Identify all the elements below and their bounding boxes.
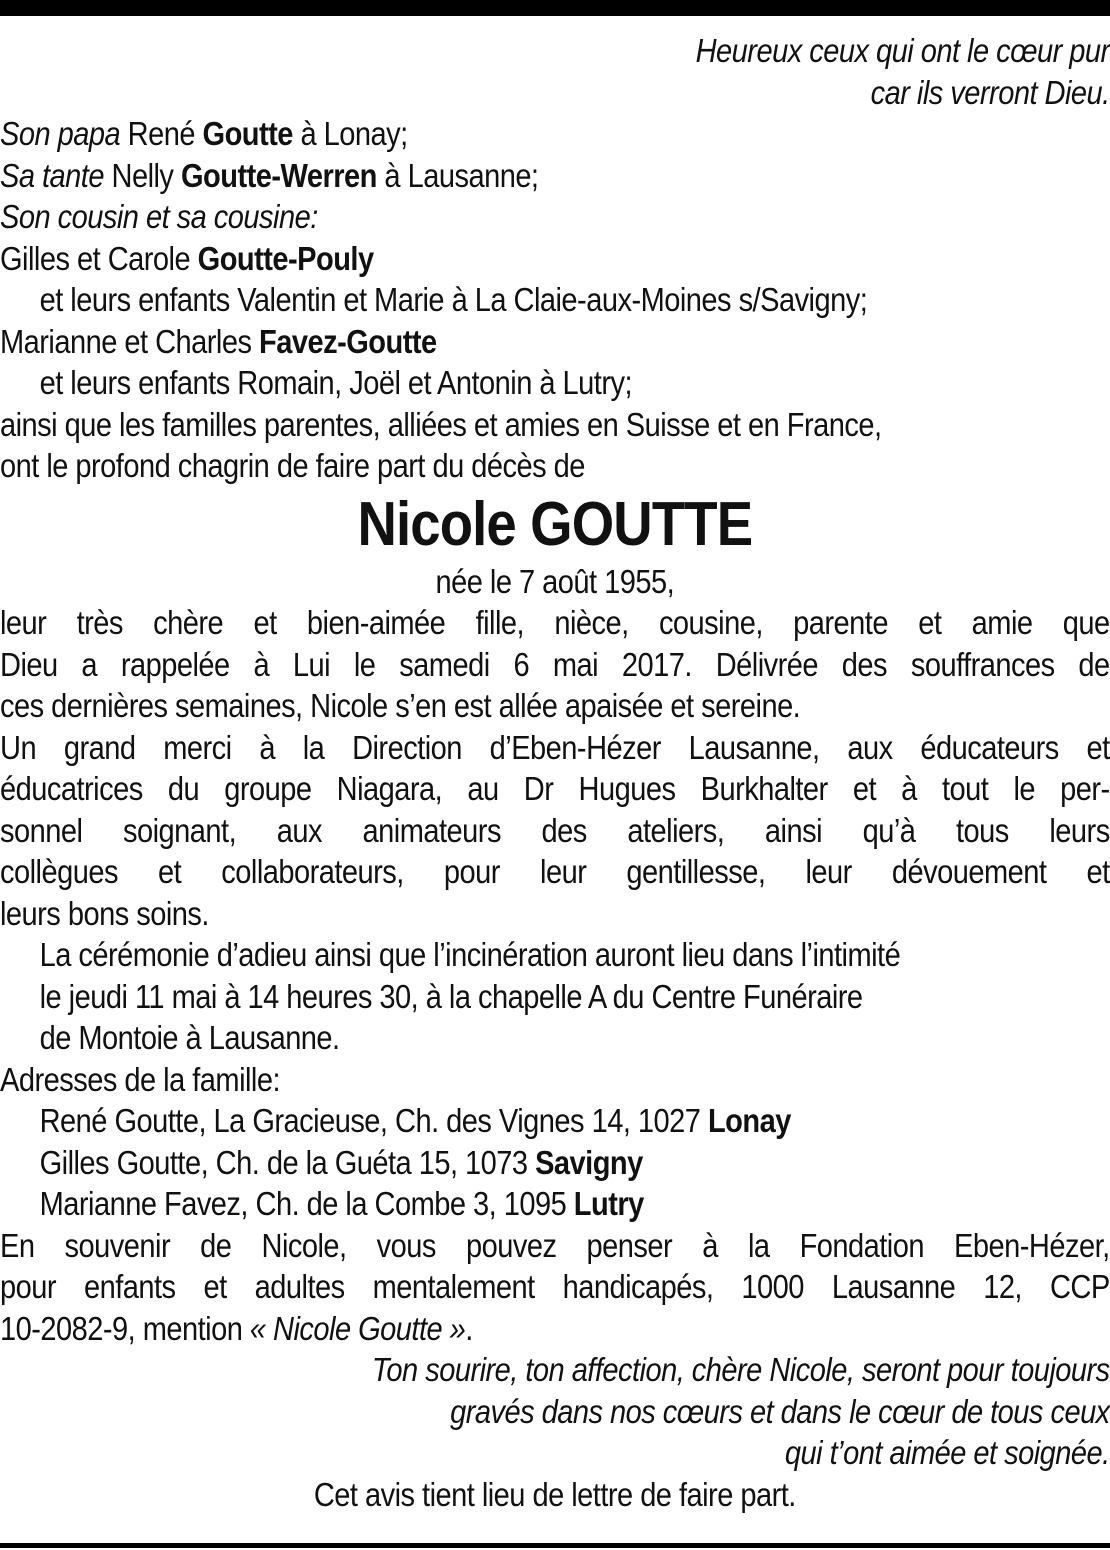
last-name: Goutte-Pouly (197, 239, 374, 277)
donation-paragraph (0, 1225, 1110, 1350)
first-name: Nelly (111, 156, 174, 194)
tribute-paragraph (0, 602, 1110, 727)
address-city: Lutry (573, 1185, 644, 1222)
last-name: Favez-Goutte (259, 322, 437, 360)
ceremony-line: La cérémonie d’adieu ainsi que l’incinération auront lieu dans l’intimité (39, 936, 901, 973)
cousin-1 (0, 238, 1110, 280)
first-name: René (127, 115, 195, 152)
family-tante (0, 155, 1110, 197)
other-families: ainsi que les familles parentes, alliées et amies en Suisse et en France, (0, 405, 882, 443)
thanks-paragraph (0, 727, 1110, 935)
thanks-line: leurs bons soins. (0, 894, 209, 932)
first-name: Marianne et Charles (0, 322, 252, 360)
donation-line: pour enfants et adultes mentalement handicapés, 1000 Lausanne 12, CCP (0, 1268, 1110, 1305)
ceremony-paragraph (0, 934, 1110, 1059)
tribute-line: ces dernières semaines, Nicole s’en est allée apaisée et sereine. (0, 687, 801, 724)
closing-verse-line-3: qui t’ont aimée et soignée. (784, 1434, 1110, 1471)
place: à Lonay; (300, 115, 408, 152)
top-rule (0, 0, 1110, 16)
family-papa (0, 113, 1110, 155)
epigraph-line-2: car ils verront Dieu. (870, 73, 1110, 111)
cousins-label: Son cousin et sa cousine: (0, 198, 318, 235)
addresses-label: Adresses de la famille: (0, 1060, 281, 1098)
address-text: René Goutte, La Gracieuse, Ch. des Vignes 14, 1027 (39, 1102, 701, 1139)
last-name: Goutte-Werren (180, 156, 377, 194)
ceremony-line: le jeudi 11 mai à 14 heures 30, à la chapelle A du Centre Funéraire (39, 977, 863, 1015)
donation-suffix: . (465, 1309, 473, 1347)
thanks-line: éducatrices du groupe Niagara, au Dr Hugues Burkhalter et à tout le per- (0, 770, 1110, 807)
place: à Lausanne; (384, 156, 539, 194)
address-item (0, 1142, 1110, 1184)
donation-line (0, 1308, 1110, 1350)
deceased-name: Nicole GOUTTE (357, 489, 753, 559)
tribute-line: Dieu a rappelée à Lui le samedi 6 mai 2017. Délivrée des souffrances de (0, 645, 1110, 683)
role-label: Son papa (0, 115, 121, 152)
address-item (0, 1183, 1110, 1225)
cousin-2-children: et leurs enfants Romain, Joël et Antonin à Lutry; (39, 364, 632, 401)
epigraph-line-1: Heureux ceux qui ont le cœur pur (695, 32, 1110, 69)
donation-line: En souvenir de Nicole, vous pouvez penser à la Fondation Eben-Hézer, (0, 1226, 1110, 1264)
footer-note: Cet avis tient lieu de lettre de faire part. (313, 1475, 796, 1513)
address-item (0, 1100, 1110, 1142)
thanks-line: collègues et collaborateurs, pour leur gentillesse, leur dévouement et (0, 853, 1110, 890)
announcement: ont le profond chagrin de faire part du décès de (0, 447, 585, 484)
thanks-line: Un grand merci à la Direction d’Eben-Hézer Lausanne, aux éducateurs et (0, 728, 1110, 766)
address-text: Gilles Goutte, Ch. de la Guéta 15, 1073 (39, 1143, 528, 1181)
closing-verse-line-2: gravés dans nos cœurs et dans le cœur de tous ceux (450, 1392, 1110, 1430)
address-text: Marianne Favez, Ch. de la Combe 3, 1095 (39, 1185, 567, 1222)
cousin-1-children: et leurs enfants Valentin et Marie à La Claie-aux-Moines s/Savigny; (39, 281, 868, 318)
address-city: Savigny (535, 1143, 643, 1181)
ceremony-line: de Montoie à Lausanne. (39, 1019, 340, 1056)
thanks-line: sonnel soignant, aux animateurs des ateliers, ainsi qu’à tous leurs (0, 811, 1110, 849)
obituary-notice (0, 30, 1110, 1515)
last-name: Goutte (202, 115, 293, 152)
closing-verse-line-1: Ton sourire, ton affection, chère Nicole, seront pour toujours (371, 1351, 1110, 1388)
birth-date: née le 7 août 1955, (435, 562, 675, 600)
bottom-rule (0, 1543, 1110, 1548)
address-city: Lonay (707, 1102, 791, 1139)
donation-prefix: 10-2082-9, mention (0, 1309, 243, 1347)
first-name: Gilles et Carole (0, 239, 191, 277)
donation-mention: « Nicole Goutte » (249, 1309, 466, 1347)
role-label: Sa tante (0, 156, 104, 194)
cousin-2 (0, 321, 1110, 363)
tribute-line: leur très chère et bien-aimée fille, nièce, cousine, parente et amie que (0, 604, 1110, 641)
